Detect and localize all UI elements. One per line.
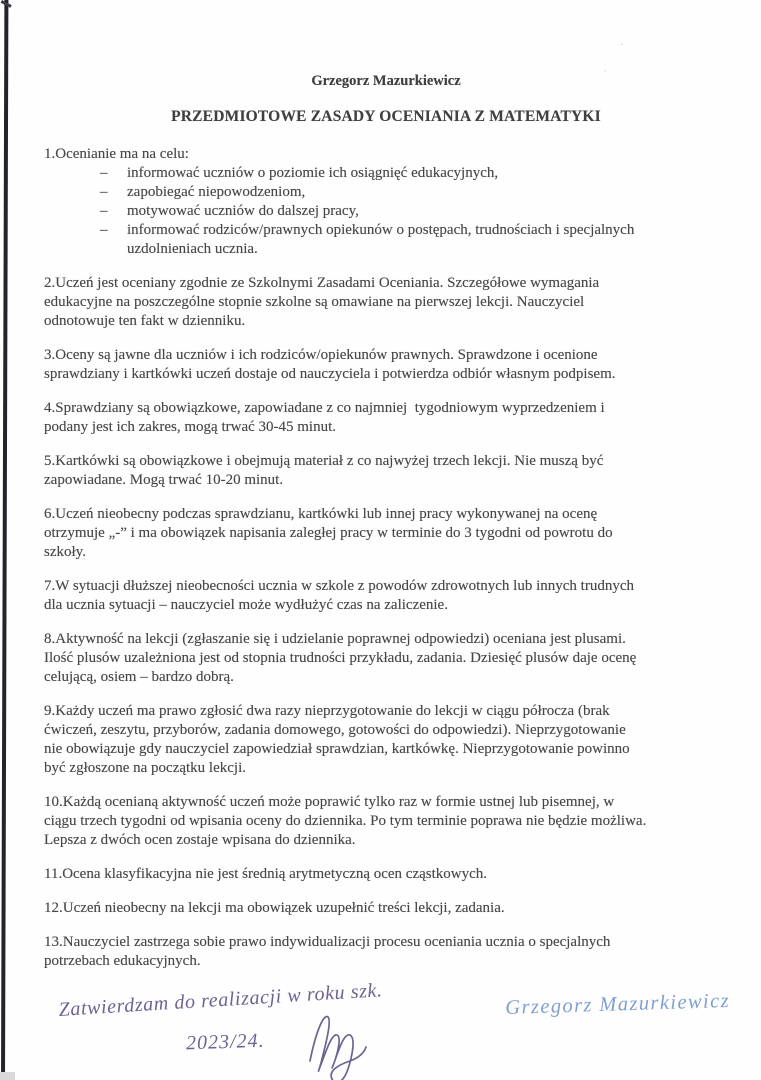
rules-list [44, 145, 728, 971]
bullet-item [44, 164, 728, 183]
bullet-item [44, 183, 728, 202]
rule-paragraph-13 [44, 933, 728, 971]
rule-line: 12.Uczeń nieobecny na lekcji ma obowiązek uzupełnić treści lekcji, zadania. [44, 900, 505, 916]
rule-line: podany jest ich zakres, mogą trwać 30-45 minut. [44, 419, 337, 435]
rule-paragraph-8 [44, 630, 728, 687]
rule-paragraph-10 [44, 793, 728, 850]
approval-note-line1: Zatwierdzam do realizacji w roku szk. [58, 979, 384, 1021]
rule-line: 1.Ocenianie ma na celu: [44, 146, 189, 162]
rule-paragraph-5 [44, 452, 728, 490]
rule-line: zapowiadane. Mogą trwać 10-20 minut. [44, 472, 284, 488]
rule-line: dla ucznia sytuacji – nauczyciel może wydłużyć czas na zaliczenie. [44, 597, 448, 613]
bullet-text: informować uczniów o poziomie ich osiągnięć edukacyjnych, [127, 165, 499, 181]
rule-line: edukacyjne na poszczególne stopnie szkolne są omawiane na pierwszej lekcji. Nauczyciel [44, 294, 585, 310]
bullet-text: informować rodziców/prawnych opiekunów o postępach, trudnościach i specjalnych [127, 222, 635, 238]
rule-line: odnotowuje ten fakt w dzienniku. [44, 313, 246, 329]
rule-paragraph-12 [44, 899, 728, 918]
rule-paragraph-1 [44, 145, 728, 259]
rule-line: 8.Aktywność na lekcji (zgłaszanie się i udzielanie poprawnej odpowiedzi) oceniana jest plusami. [44, 631, 626, 647]
rule-line: 13.Nauczyciel zastrzega sobie prawo indywidualizacji procesu oceniania ucznia o specjalnych [44, 934, 611, 950]
rule-line: 4.Sprawdziany są obowiązkowe, zapowiadane z co najmniej tygodniowym wyprzedzeniem i [44, 400, 605, 416]
rule-line: 11.Ocena klasyfikacyjna nie jest średnią arytmetyczną ocen cząstkowych. [44, 866, 488, 882]
bullet-dash: – [100, 184, 108, 200]
rule-line: sprawdziany i kartkówki uczeń dostaje od nauczyciela i potwierdza odbiór własnym podpisem. [44, 366, 616, 382]
rule-line: 10.Każdą ocenianą aktywność uczeń może poprawić tylko raz w formie ustnej lub pisemnej, w [44, 794, 615, 810]
document-body [44, 72, 728, 971]
rule-line: celującą, osiem – bardzo dobrą. [44, 669, 234, 685]
signature-scribble [300, 1005, 388, 1080]
rule-line: ćwiczeń, zeszytu, przyborów, zadania domowego, gotowości do odpowiedzi). Nieprzygotowanie [44, 722, 626, 738]
bullet-list [44, 164, 728, 259]
scan-speck: · [620, 40, 624, 51]
rule-line: 7.W sytuacji dłuższej nieobecności ucznia w szkole z powodów zdrowotnych lub innych trudnych [44, 578, 634, 594]
rule-line: 9.Każdy uczeń ma prawo zgłosić dwa razy nieprzygotowanie do lekcji w ciągu półrocza (brak [44, 703, 610, 719]
bullet-dash: – [100, 222, 108, 238]
document-title: PRZEDMIOTOWE ZASADY OCENIANIA Z MATEMATYKI [171, 108, 601, 125]
bullet-item [44, 221, 728, 259]
rule-paragraph-11 [44, 865, 728, 884]
bullet-text: motywować uczniów do dalszej pracy, [127, 203, 359, 219]
rule-line: szkoły. [44, 544, 86, 560]
rule-paragraph-7 [44, 577, 728, 615]
rule-line: 5.Kartkówki są obowiązkowe i obejmują materiał z co najwyżej trzech lekcji. Nie muszą być [44, 453, 604, 469]
scan-speck: · [599, 66, 610, 77]
approval-note-date: 2023/24. [185, 1029, 265, 1055]
rule-paragraph-9 [44, 702, 728, 778]
rule-line: potrzebach edukacyjnych. [44, 953, 201, 969]
rule-line: być zgłoszone na początku lekcji. [44, 760, 247, 776]
teacher-signature-name: Grzegorz Mazurkiewicz [505, 989, 731, 1019]
rule-line: 6.Uczeń nieobecny podczas sprawdzianu, kartkówki lub innej pracy wykonywanej na ocenę [44, 506, 598, 522]
bullet-dash: – [100, 165, 108, 181]
rule-line: 3.Oceny są jawne dla uczniów i ich rodziców/opiekunów prawnych. Sprawdzone i ocenione [44, 347, 598, 363]
rule-paragraph-4 [44, 399, 728, 437]
rule-paragraph-3 [44, 346, 728, 384]
rule-paragraph-2 [44, 274, 728, 331]
rule-line: nie obowiązuje gdy nauczyciel zapowiedział sprawdzian, kartkówkę. Nieprzygotowanie powinno [44, 741, 630, 757]
rule-line: otrzymuje „-” i ma obowiązek napisania zaległej pracy w terminie do 3 tygodni od powrotu do [44, 525, 613, 541]
bullet-item [44, 202, 728, 221]
scan-bottom-smudge [0, 1072, 15, 1080]
bullet-text: uzdolnieniach ucznia. [127, 241, 258, 257]
bullet-text: zapobiegać niepowodzeniom, [127, 184, 306, 200]
author-line: Grzegorz Mazurkiewicz [311, 73, 461, 89]
scan-edge-artifact [1, 0, 8, 1080]
bullet-dash: – [100, 203, 108, 219]
rule-paragraph-6 [44, 505, 728, 562]
rule-line: Lepsza z dwóch ocen zostaje wpisana do dziennika. [44, 832, 356, 848]
rule-line: Ilość plusów uzależniona jest od stopnia trudności przykładu, zadania. Dziesięć plusów daje ocenę [44, 650, 637, 666]
rule-line: 2.Uczeń jest oceniany zgodnie ze Szkolnymi Zasadami Oceniania. Szczegółowe wymagania [44, 275, 600, 291]
rule-line: ciągu trzech tygodni od wpisania oceny do dziennika. Po tym terminie poprawa nie będzie możliwa. [44, 813, 647, 829]
